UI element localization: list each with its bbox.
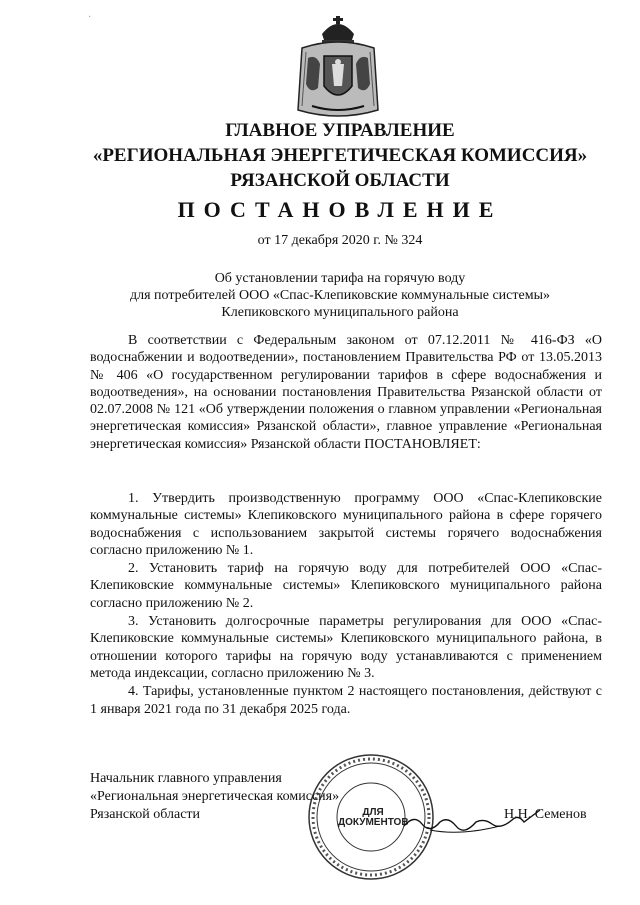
subject-line-2: для потребителей ООО «Спас-Клепиковские коммунальные системы» [130,288,550,303]
decree-item-3: 3. Установить долгосрочные параметры регулирования для ООО «Спас-Клепиковские коммунальные системы» Клепиковского муниципального района, в отношении которого тарифы на горячую воду устанавливаются с применением метода индексации, согласно приложению № 3. [90,614,602,681]
subject-line-3: Клепиковского муниципального района [221,305,459,320]
header-line-2: «РЕГИОНАЛЬНАЯ ЭНЕРГЕТИЧЕСКАЯ КОМИССИЯ» [92,145,588,166]
preamble [90,332,602,453]
signer-position-line-3: Рязанской области [90,807,201,822]
decree-item-2: 2. Установить тариф на горячую воду для потребителей ООО «Спас-Клепиковские коммунальные системы» Клепиковского муниципального района согласно приложению № 2. [90,561,602,611]
coat-of-arms-icon [292,14,384,122]
decree-item-4: 4. Тарифы, установленные пунктом 2 настоящего постановления, действуют с 1 января 2021 года по 31 декабря 2025 года. [90,684,602,717]
decree-items [90,490,602,719]
scan-mark: · [88,12,92,23]
signer-position-line-2: «Региональная энергетическая комиссия» [90,789,340,804]
decree-item-1: 1. Утвердить производственную программу ООО «Спас-Клепиковские коммунальные системы» Клепиковского муниципального района в сфере горячего водоснабжения с использованием закрытой системы горячего водоснабжения согласно приложению № 1. [90,491,602,558]
signature-block [90,770,339,824]
header-line-1: ГЛАВНОЕ УПРАВЛЕНИЕ [225,120,455,141]
signer-name: Н.Н. Семенов [504,807,587,822]
signer-position-line-1: Начальник главного управления [90,771,282,786]
decree-date-number: от 17 декабря 2020 г. № 324 [257,233,423,248]
header-line-3: РЯЗАНСКОЙ ОБЛАСТИ [230,170,450,191]
decree-title: ПОСТАНОВЛЕНИЕ [177,197,503,222]
decree-subject [60,270,620,321]
stamp-text: ДЛЯ ДОКУМЕНТОВ [338,807,409,828]
subject-line-1: Об установлении тарифа на горячую воду [214,271,466,286]
preamble-text: В соответствии с Федеральным законом от 07.12.2011 № 416-ФЗ «О водоснабжении и водоотведении», постановлением Правительства РФ от 13.05.2013 № 406 «О государственном регулировании тарифов в сфере водоснабжения и водоотведения», на основании постановления Правительства Рязанской области от 02.07.2008 № 121 «Об утверждении положения о главном управлении «Региональная энергетическая комиссия» Рязанской области», главное управление «Региональная энергетическая комиссия» Рязанской области ПОСТАНОВЛЯЕТ: [90,333,602,452]
